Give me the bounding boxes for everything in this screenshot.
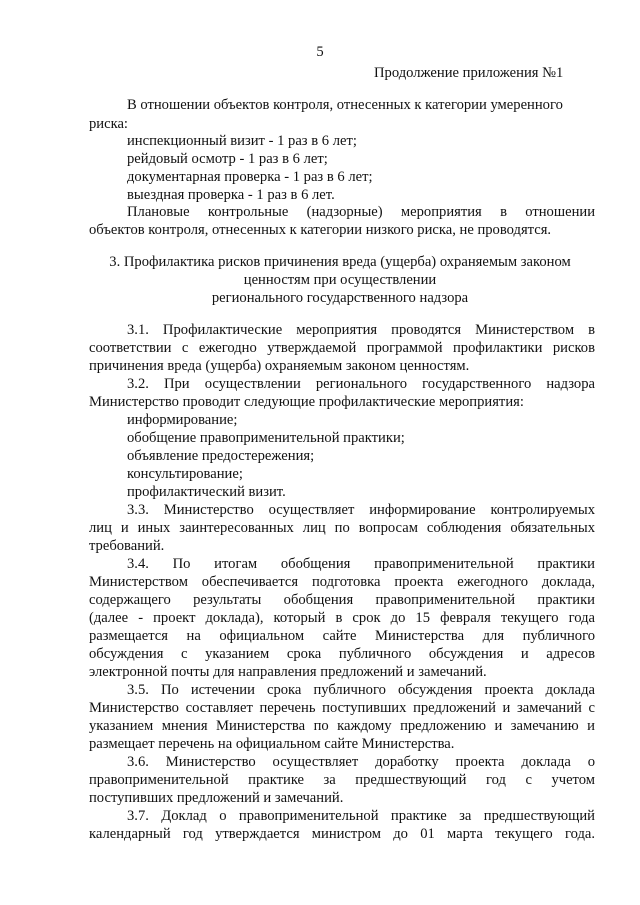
paragraph-line: 3.5. По истечении срока публичного обсуждения проекта доклада (127, 682, 595, 698)
paragraph-line: Министерство проводит следующие профилактические мероприятия: (89, 394, 524, 410)
list-item: выездная проверка - 1 раз в 6 лет. (127, 187, 335, 203)
paragraph-line: причинения вреда (ущерба) охраняемым законом ценностям. (89, 358, 470, 374)
page-number: 5 (316, 44, 324, 60)
paragraph-line: Министерство составляет перечень поступивших предложений и замечаний с (89, 700, 595, 716)
paragraph-line: соответствии с ежегодно утверждаемой программой профилактики рисков (89, 340, 595, 356)
section-title-line: регионального государственного надзора (211, 290, 469, 306)
list-item: документарная проверка - 1 раз в 6 лет; (127, 169, 373, 185)
paragraph-line: 3.4. По итогам обобщения правоприменительной практики (127, 556, 595, 572)
paragraph-line: объектов контроля, отнесенных к категории низкого риска, не проводятся. (89, 222, 552, 238)
list-item: рейдовый осмотр - 1 раз в 6 лет; (127, 151, 328, 167)
paragraph-line: указанием мнения Министерства по каждому предложению и замечанию и (89, 718, 595, 734)
paragraph-line: требований. (89, 538, 165, 554)
paragraph-line: обсуждения с указанием срока публичного обсуждения и адресов (89, 646, 595, 662)
list-item: информирование; (127, 412, 238, 428)
paragraph-line: 3.6. Министерство осуществляет доработку проекта доклада о (127, 754, 595, 770)
section-title-line: ценностям при осуществлении (243, 272, 437, 288)
paragraph-line: содержащего результаты обобщения правоприменительной практики (89, 592, 595, 608)
paragraph-line: размещает перечень на официальном сайте Министерства. (89, 736, 455, 752)
paragraph-line: правоприменительной практике за предшествующий год с учетом (89, 772, 595, 788)
paragraph-line: 3.1. Профилактические мероприятия проводятся Министерством в (127, 322, 595, 338)
paragraph-line: риска: (89, 116, 128, 132)
paragraph-line: лиц и иных заинтересованных лиц по вопросам соблюдения обязательных (89, 520, 595, 536)
paragraph-line: Министерством обеспечивается подготовка проекта ежегодного доклада, (89, 574, 595, 590)
paragraph-line: 3.2. При осуществлении регионального государственного надзора (127, 376, 595, 392)
paragraph-line: электронной почты для направления предложений и замечаний. (89, 664, 487, 680)
paragraph-line: поступивших предложений и замечаний. (89, 790, 344, 806)
list-item: обобщение правоприменительной практики; (127, 430, 405, 446)
paragraph-line: 3.7. Доклад о правоприменительной практике за предшествующий (127, 808, 595, 824)
paragraph-line: В отношении объектов контроля, отнесенных к категории умеренного (127, 97, 563, 113)
paragraph-line: 3.3. Министерство осуществляет информирование контролируемых (127, 502, 595, 518)
list-item: консультирование; (127, 466, 243, 482)
list-item: профилактический визит. (127, 484, 286, 500)
section-title-line: 3. Профилактика рисков причинения вреда (ущерба) охраняемым законом (109, 254, 571, 270)
continuation-note: Продолжение приложения №1 (374, 65, 564, 81)
list-item: объявление предостережения; (127, 448, 315, 464)
paragraph-line: Плановые контрольные (надзорные) мероприятия в отношении (127, 204, 595, 220)
paragraph-line: (далее - проект доклада), который в срок до 15 февраля текущего года (89, 610, 595, 626)
paragraph-line: календарный год утверждается министром до 01 марта текущего года. (89, 826, 595, 842)
paragraph-line: размещается на официальном сайте Министерства для публичного (89, 628, 595, 644)
list-item: инспекционный визит - 1 раз в 6 лет; (127, 133, 357, 149)
